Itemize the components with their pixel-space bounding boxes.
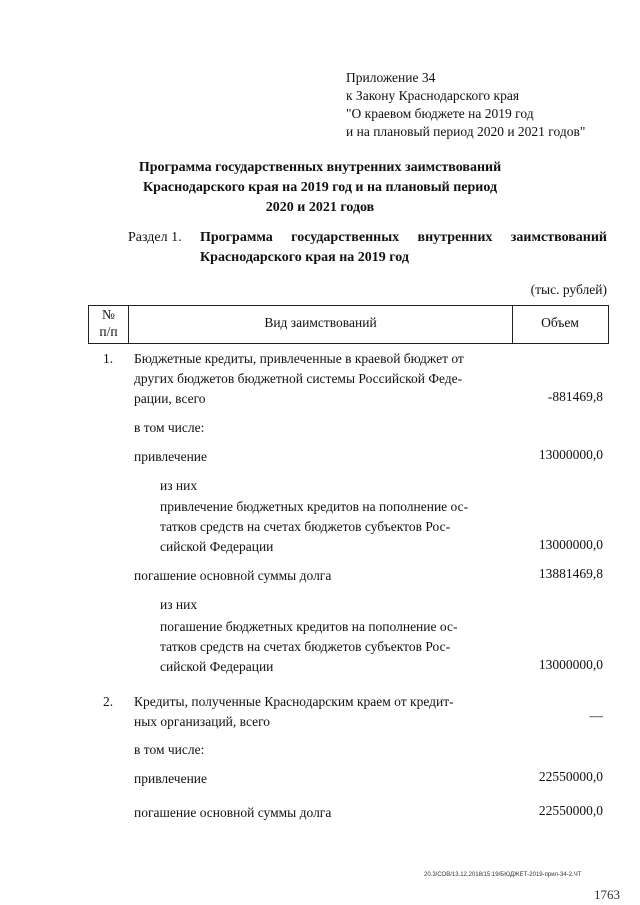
row-text-line: ных организаций, всего (134, 714, 271, 729)
row-value: 13000000,0 (538, 537, 603, 552)
row-text-line: из них (160, 478, 198, 493)
header-num-line-1: № (102, 307, 115, 322)
row-text-line: Бюджетные кредиты, привлеченные в краевой бюджет от (134, 351, 464, 366)
appendix-line-3: "О краевом бюджете на 2019 год (346, 106, 534, 121)
row-text-line: татков средств на счетах бюджетов субъектов Рос- (160, 519, 451, 534)
row-text-line: в том числе: (134, 420, 205, 435)
units-label: (тыс. рублей) (530, 282, 607, 297)
row-value: -881469,8 (547, 389, 603, 404)
section-title-line-1: Программа государственных внутренних заимствований (200, 230, 607, 245)
row-text-line: привлечение (134, 771, 208, 786)
document-code: 20.3/СОВ/13.12.2018/15:19/БЮДЖЕТ-2019-прил-34-2.ЧТ (424, 872, 582, 878)
page-number: 1763 (594, 887, 620, 902)
document-title-line-2: Краснодарского края на 2019 год и на плановый период (142, 180, 498, 195)
row-value: 13000000,0 (538, 657, 603, 672)
section-title-line-2: Краснодарского края на 2019 год (200, 250, 409, 265)
row-value: 22550000,0 (538, 769, 603, 784)
row-number: 1. (103, 351, 114, 366)
row-text-line: погашение основной суммы долга (134, 568, 332, 583)
row-value: 13881469,8 (538, 566, 603, 581)
row-value: 13000000,0 (538, 447, 603, 462)
row-text-line: сийской Федерации (160, 539, 274, 554)
header-num-line-2: п/п (99, 324, 118, 339)
appendix-line-4: и на плановый период 2020 и 2021 годов" (346, 124, 586, 139)
header-type: Вид заимствований (264, 315, 377, 330)
document-title-line-1: Программа государственных внутренних заимствований (138, 160, 502, 175)
document-title-line-3: 2020 и 2021 годов (265, 200, 375, 215)
row-text-line: из них (160, 597, 198, 612)
appendix-line-2: к Закону Краснодарского края (346, 88, 520, 103)
row-text-line: татков средств на счетах бюджетов субъектов Рос- (160, 639, 451, 654)
row-text-line: рации, всего (134, 391, 206, 406)
row-number: 2. (103, 694, 114, 709)
row-text-line: других бюджетов бюджетной системы Российской Феде- (134, 371, 463, 386)
row-text-line: Кредиты, полученные Краснодарским краем от кредит- (134, 694, 454, 709)
row-text-line: погашение бюджетных кредитов на пополнение ос- (160, 619, 458, 634)
section-label: Раздел 1. (128, 230, 182, 245)
row-text-line: сийской Федерации (160, 659, 274, 674)
row-text-line: в том числе: (134, 742, 205, 757)
row-text-line: привлечение (134, 449, 208, 464)
row-value: — (589, 708, 603, 723)
appendix-line-1: Приложение 34 (346, 70, 436, 85)
row-value: 22550000,0 (538, 803, 603, 818)
header-amount: Объем (541, 315, 579, 330)
row-text-line: привлечение бюджетных кредитов на пополнение ос- (160, 499, 469, 514)
row-text-line: погашение основной суммы долга (134, 805, 332, 820)
